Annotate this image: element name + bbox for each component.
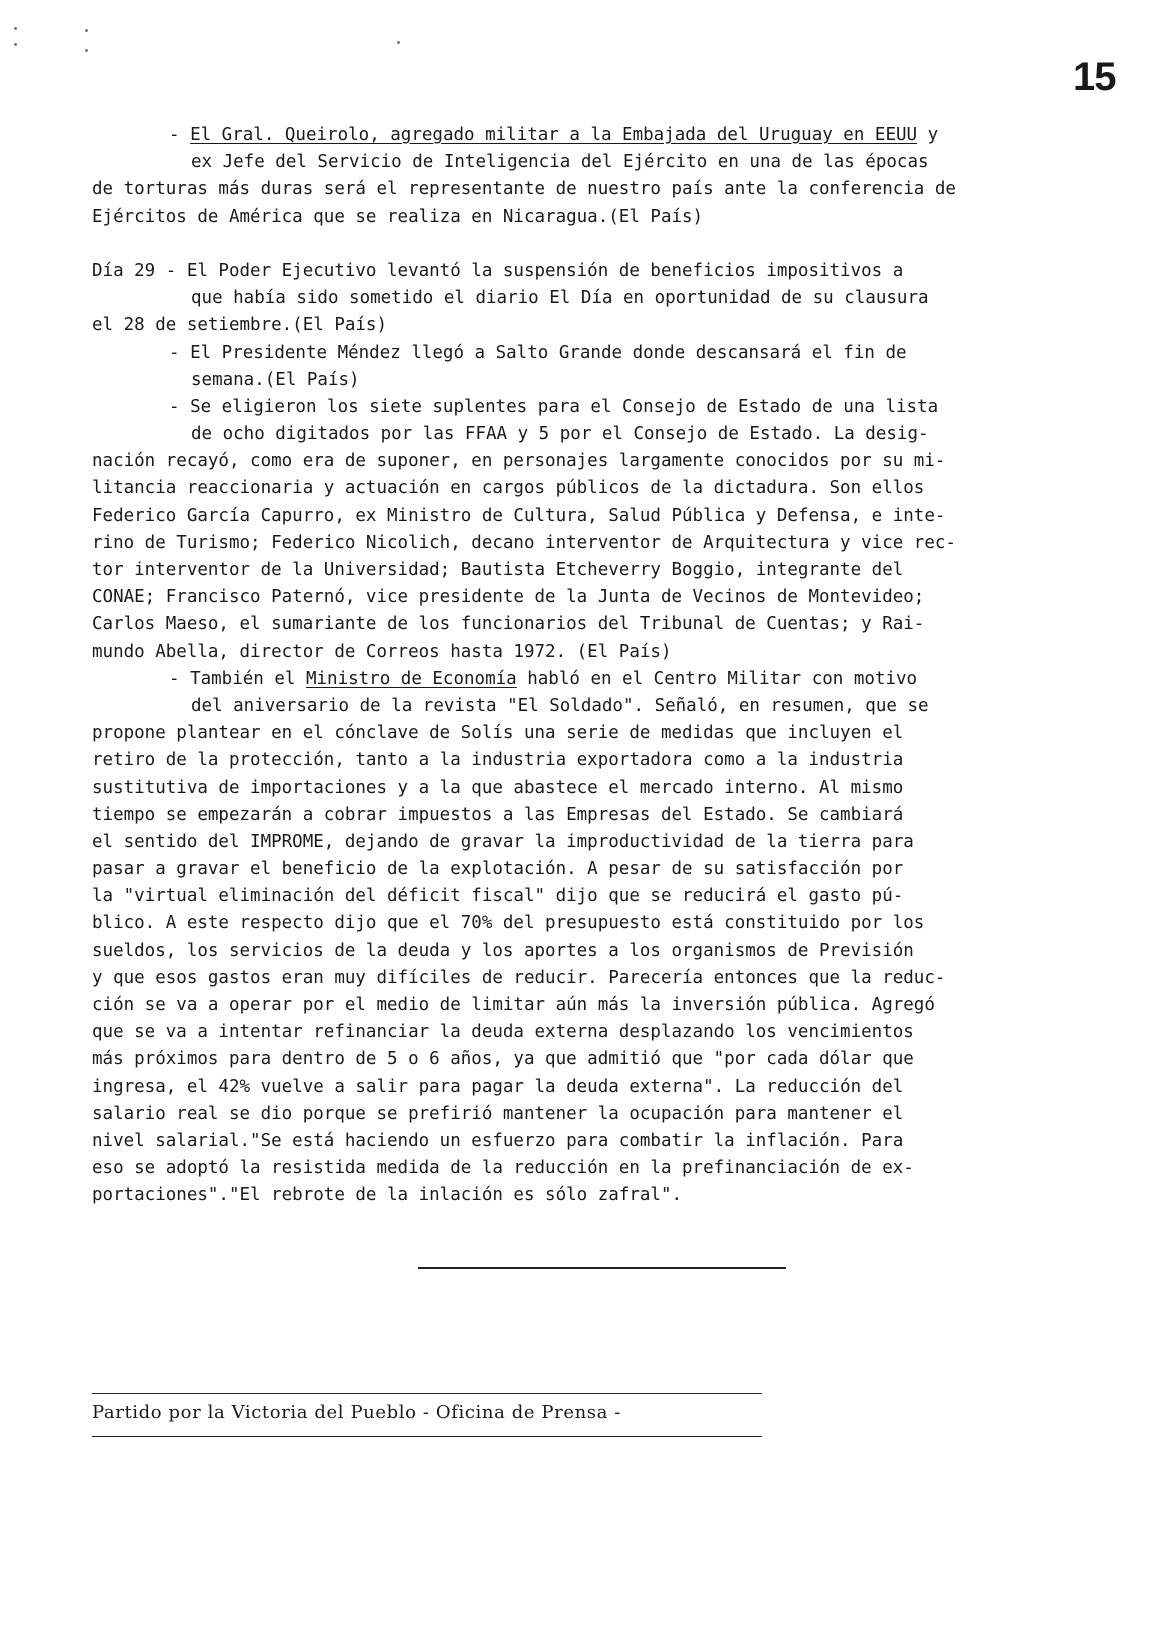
text-line: del aniversario de la revista "El Soldado". Señaló, en resumen, que se xyxy=(191,695,929,716)
text-fragment: habló en el Centro Militar con motivo xyxy=(516,668,918,689)
text-line: rino de Turismo; Federico Nicolich, decano interventor de Arquitectura y vice rec- xyxy=(92,532,956,553)
text-line: Día 29 - El Poder Ejecutivo levantó la suspensión de beneficios impositivos a xyxy=(92,260,904,281)
text-line: la "virtual eliminación del déficit fiscal" dijo que se reducirá el gasto pú- xyxy=(92,886,904,907)
text-line: el 28 de setiembre.(El País) xyxy=(92,315,388,336)
text-line: tor interventor de la Universidad; Bautista Etcheverry Boggio, integrante del xyxy=(92,560,904,580)
text-line xyxy=(92,122,1092,149)
text-line: Federico García Capurro, ex Ministro de Cultura, Salud Pública y Defensa, e inte- xyxy=(92,505,946,526)
text-line: retiro de la protección, tanto a la industria exportadora como a la industria xyxy=(92,750,904,771)
text-line: - El Presidente Méndez llegó a Salto Grande donde descansará el fin de xyxy=(169,342,907,363)
text-line: - Se eligieron los siete suplentes para el Consejo de Estado de una lista xyxy=(169,396,939,417)
section-end-rule xyxy=(418,1267,786,1269)
paragraph-dia-29 xyxy=(92,258,1092,340)
text-line xyxy=(92,666,1092,693)
text-line: blico. A este respecto dijo que el 70% del presupuesto está constituido por los xyxy=(92,913,925,934)
margin-speck xyxy=(397,41,400,44)
margin-speck xyxy=(14,43,17,46)
text-line: de ocho digitados por las FFAA y 5 por el Consejo de Estado. La desig- xyxy=(191,424,929,445)
footer-rule-top xyxy=(92,1393,762,1394)
text-line: portaciones"."El rebrote de la inlación es sólo zafral". xyxy=(92,1185,683,1206)
text-line: propone plantear en el cónclave de Solís una serie de medidas que incluyen el xyxy=(92,723,904,744)
text-line: de torturas más duras será el representante de nuestro país ante la conferencia de xyxy=(92,179,956,200)
footer-organization: Partido por la Victoria del Pueblo - Oficina de Prensa - xyxy=(92,1402,621,1423)
underlined-text: Ministro de Economía xyxy=(305,668,517,689)
text-fragment: - También el xyxy=(169,668,306,689)
page-number: 15 xyxy=(1073,55,1116,99)
paragraph-ministro-economia xyxy=(92,666,1092,1210)
margin-speck xyxy=(14,27,17,30)
text-line: sueldos, los servicios de la deuda y los aportes a los organismos de Previsión xyxy=(92,940,914,961)
text-line: litancia reaccionaria y actuación en cargos públicos de la dictadura. Son ellos xyxy=(92,478,925,499)
paragraph-suplentes xyxy=(92,394,1092,666)
text-line: ción se va a operar por el medio de limitar aún más la inversión pública. Agregó xyxy=(92,995,935,1015)
text-line: eso se adoptó la resistida medida de la reducción en la prefinanciación de ex- xyxy=(92,1158,914,1179)
text-line: nivel salarial."Se está haciendo un esfuerzo para combatir la inflación. Para xyxy=(92,1130,904,1151)
margin-speck xyxy=(85,29,88,32)
footer-rule-bottom xyxy=(92,1436,762,1437)
text-line: que había sido sometido el diario El Día en oportunidad de su clausura xyxy=(191,288,929,309)
text-line: salario real se dio porque se prefirió mantener la ocupación para mantener el xyxy=(92,1103,904,1124)
document-body xyxy=(92,122,1092,1210)
text-line: Carlos Maeso, el sumariante de los funcionarios del Tribunal de Cuentas; y Rai- xyxy=(92,614,925,635)
paragraph-queirolo xyxy=(92,122,1092,231)
margin-speck xyxy=(85,49,88,52)
text-line: y que esos gastos eran muy difíciles de reducir. Parecería entonces que la reduc- xyxy=(92,967,946,988)
text-line: que se va a intentar refinanciar la deuda externa desplazando los vencimientos xyxy=(92,1022,914,1043)
text-line: sustitutiva de importaciones y a la que abastece el mercado interno. Al mismo xyxy=(92,777,904,798)
text-line: ingresa, el 42% vuelve a salir para pagar la deuda externa". La reducción del xyxy=(92,1076,904,1097)
text-fragment: y xyxy=(917,125,939,145)
text-line: el sentido del IMPROME, dejando de gravar la improductividad de la tierra para xyxy=(92,831,914,852)
text-line: nación recayó, como era de suponer, en personajes largamente conocidos por su mi- xyxy=(92,451,946,472)
underlined-text: El Gral. Queirolo, agregado militar a la Embajada del Uruguay en EEUU xyxy=(190,125,918,145)
text-line: más próximos para dentro de 5 o 6 años, ya que admitió que "por cada dólar que xyxy=(92,1049,914,1070)
text-line: mundo Abella, director de Correos hasta 1972. (El País) xyxy=(92,641,672,662)
text-line: Ejércitos de América que se realiza en Nicaragua.(El País) xyxy=(92,206,704,227)
text-line: pasar a gravar el beneficio de la explotación. A pesar de su satisfacción por xyxy=(92,859,904,880)
text-line: semana.(El País) xyxy=(191,369,360,390)
text-line: ex Jefe del Servicio de Inteligencia del Ejército en una de las épocas xyxy=(191,152,929,173)
paragraph-presidente xyxy=(92,340,1092,394)
text-line: tiempo se empezarán a cobrar impuestos a las Empresas del Estado. Se cambiará xyxy=(92,804,904,825)
dash: - xyxy=(169,125,191,145)
text-line: CONAE; Francisco Paternó, vice presidente de la Junta de Vecinos de Montevideo; xyxy=(92,587,925,608)
